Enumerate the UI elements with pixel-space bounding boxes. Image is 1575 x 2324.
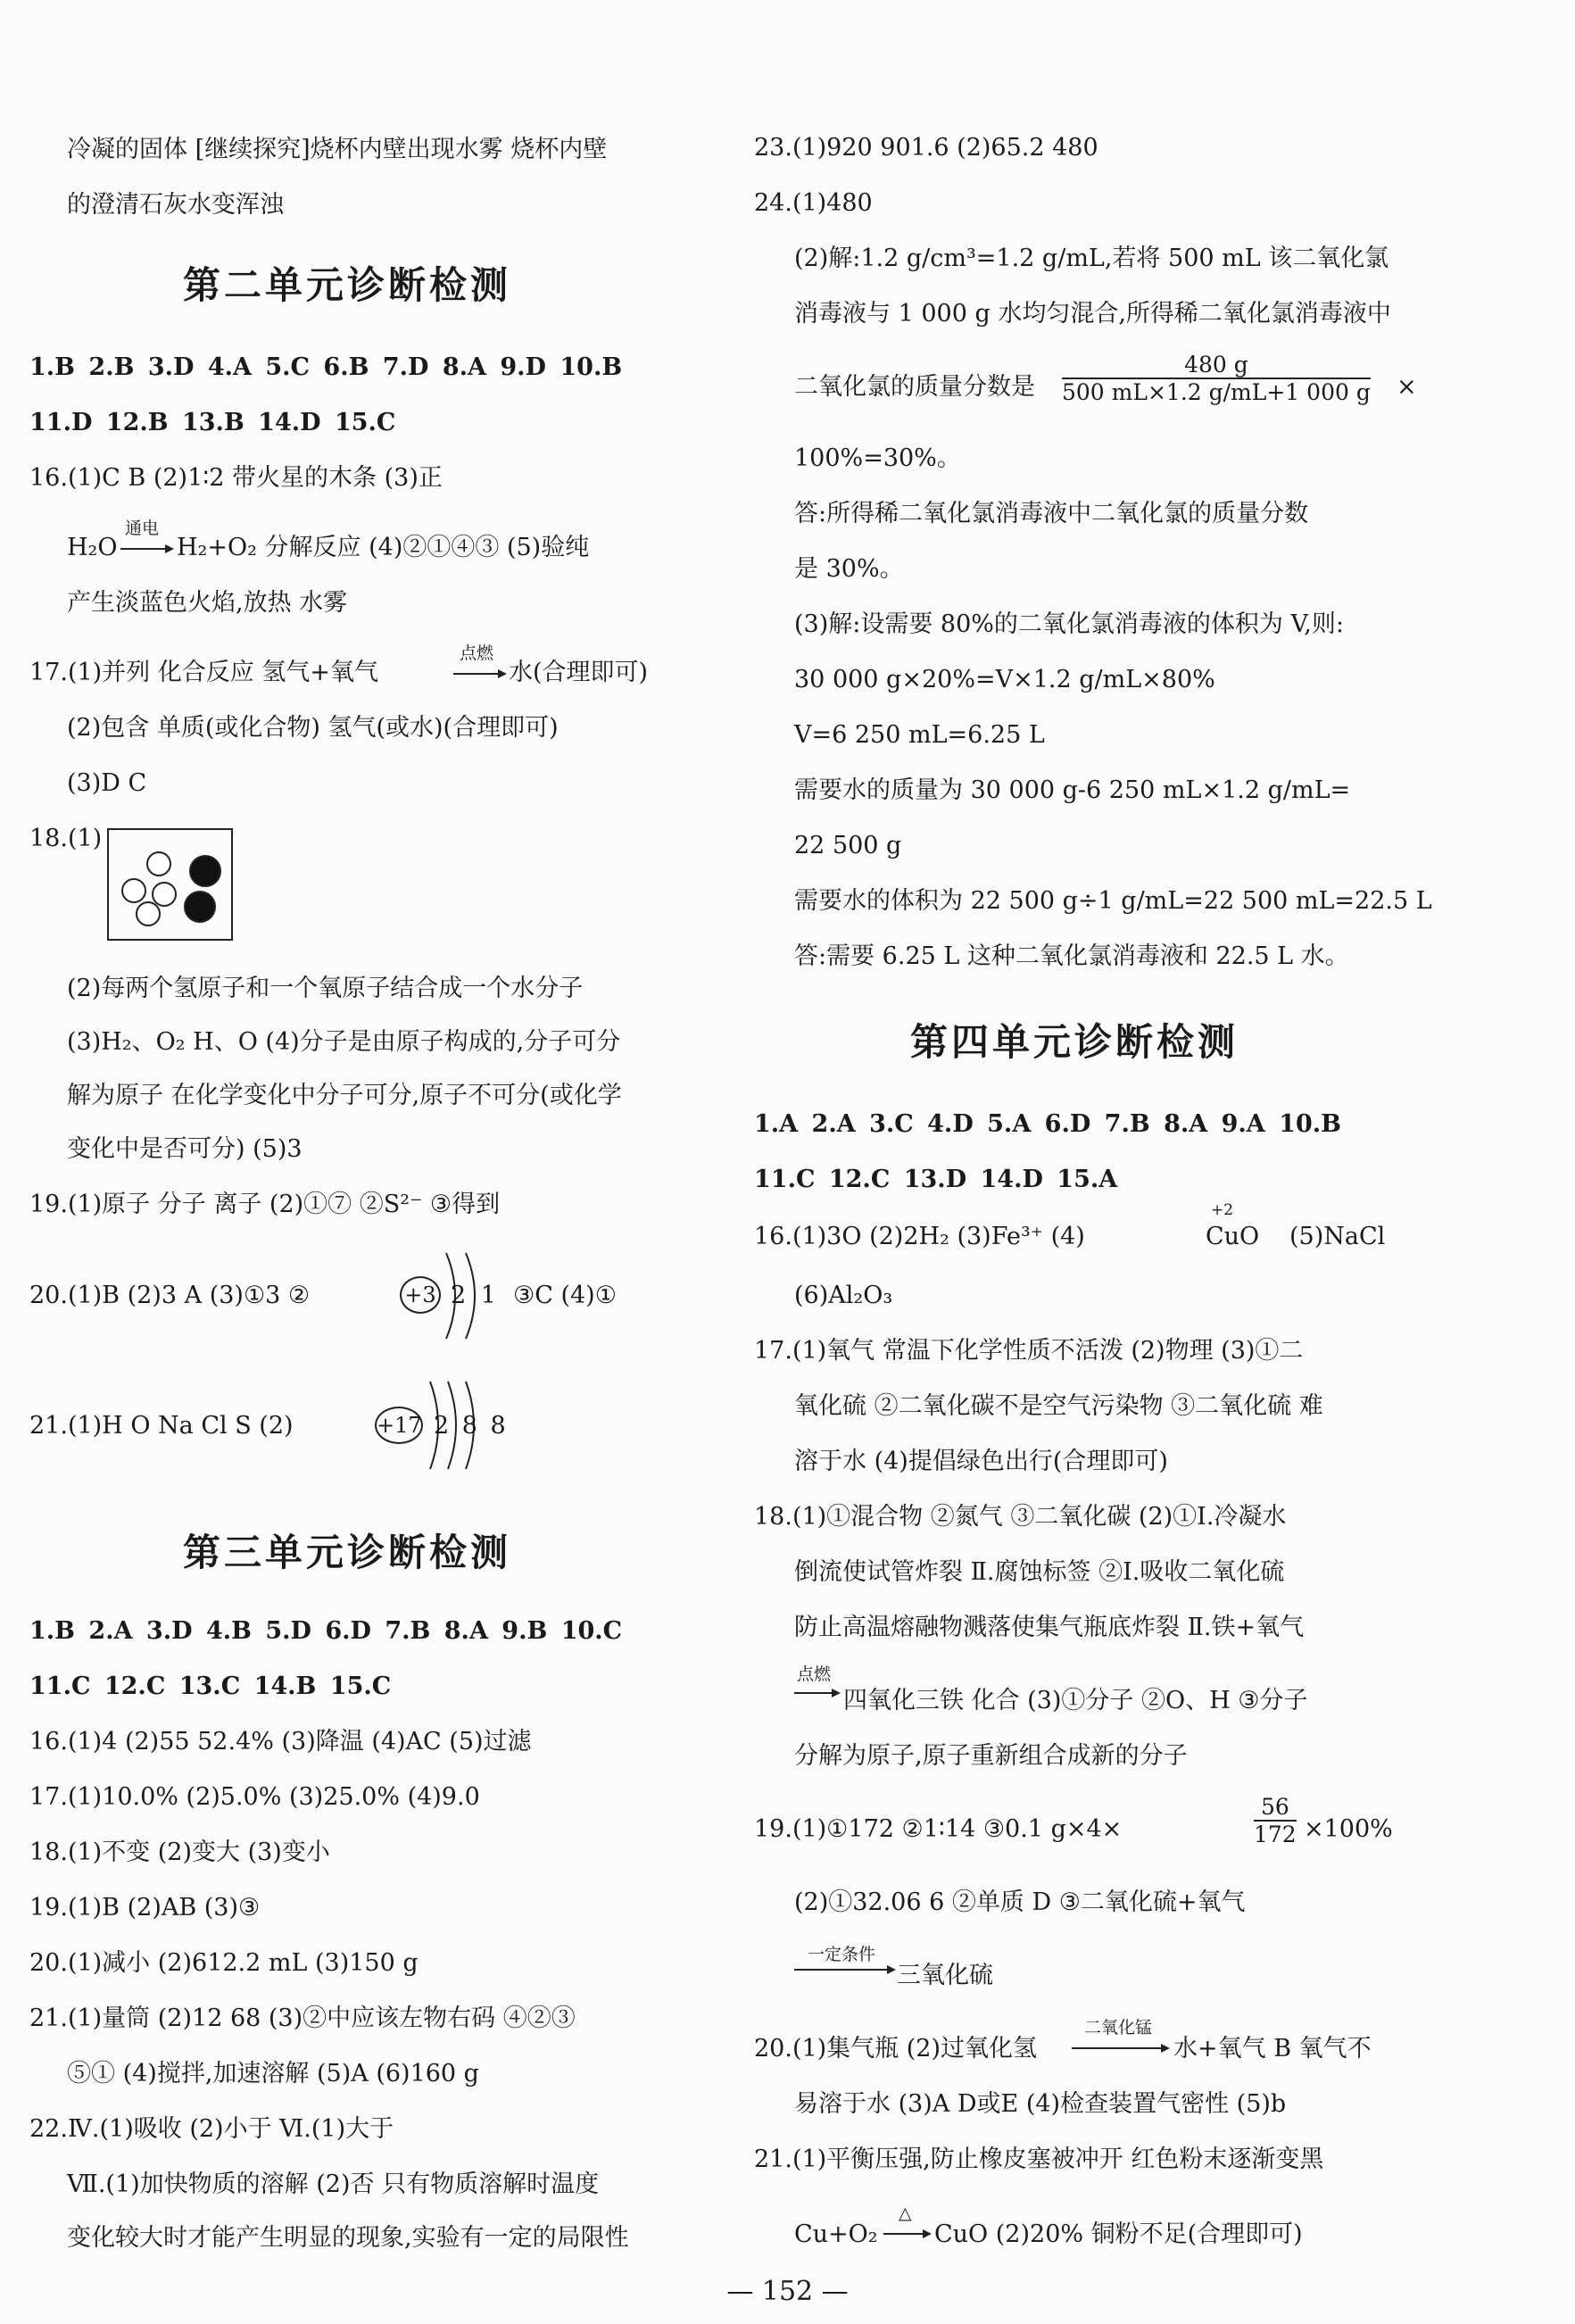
answer-line: (3)H₂、O₂ H、O (4)分子是由原子构成的,分子可分 xyxy=(67,1028,621,1056)
answer-line: 100%=30%。 xyxy=(794,444,961,472)
reaction-arrow xyxy=(883,2233,930,2235)
atom-circle xyxy=(121,878,146,903)
answer-line: 19.(1)①172 ②1∶14 ③0.1 g×4× xyxy=(754,1815,1123,1843)
condition-label: 通电 xyxy=(125,519,160,538)
answer-line: 11.C 12.C 13.D 14.D 15.A xyxy=(754,1166,1118,1193)
section-title-unit4: 第四单元诊断检测 xyxy=(910,1020,1239,1064)
answer-line: 产生淡蓝色火焰,放热 水雾 xyxy=(67,589,348,617)
answer-line: 18.(1)不变 (2)变大 (3)变小 xyxy=(29,1838,330,1866)
equation-left: H₂O xyxy=(67,534,118,561)
answer-line: CuO (2)20% 铜粉不足(合理即可) xyxy=(934,2220,1303,2248)
answer-line: ⑤① (4)搅拌,加速溶解 (5)A (6)160 g xyxy=(67,2060,479,2087)
text-line: 冷凝的固体 [继续探究]烧杯内壁出现水雾 烧杯内壁 xyxy=(67,136,608,163)
answer-line: 易溶于水 (3)A D或E (4)检查装置气密性 (5)b xyxy=(794,2090,1287,2118)
answer-line: 24.(1)480 xyxy=(754,189,873,217)
answer-line: 解为原子 在化学变化中分子可分,原子不可分(或化学 xyxy=(67,1082,622,1109)
reaction-arrow xyxy=(794,1692,839,1694)
answer-line: 18.(1) xyxy=(29,825,103,852)
answer-line: (6)Al₂O₃ xyxy=(794,1282,893,1309)
electron-counts: 2 8 8 xyxy=(434,1412,509,1440)
answer-line: Ⅶ.(1)加快物质的溶解 (2)否 只有物质溶解时温度 xyxy=(67,2170,600,2198)
answer-line: 18.(1)①混合物 ②氮气 ③二氧化碳 (2)①Ⅰ.冷凝水 xyxy=(754,1503,1287,1531)
fraction-numerator: 56 xyxy=(1254,1794,1297,1822)
atom-circle xyxy=(184,891,216,923)
answer-line: V=6 250 mL=6.25 L xyxy=(794,721,1045,749)
reaction-arrow xyxy=(453,673,505,675)
answer-line: ③C (4)① xyxy=(513,1282,617,1309)
answer-line: 20.(1)集气瓶 (2)过氧化氢 xyxy=(754,2035,1038,2063)
reaction-arrow xyxy=(1072,2047,1168,2049)
reaction-arrow xyxy=(794,1969,894,1971)
answer-line: 16.(1)4 (2)55 52.4% (3)降温 (4)AC (5)过滤 xyxy=(29,1728,532,1755)
condition-label: 一定条件 xyxy=(808,1945,876,1964)
answer-line: 20.(1)B (2)3 A (3)①3 ② xyxy=(29,1282,311,1309)
answer-line: 答:需要 6.25 L 这种二氧化氯消毒液和 22.5 L 水。 xyxy=(794,942,1349,970)
answer-line: (5)NaCl xyxy=(1289,1223,1386,1250)
condition-label: △ xyxy=(899,2204,912,2223)
answer-line: 11.C 12.C 13.C 14.B 15.C xyxy=(29,1672,392,1700)
condition-label: 二氧化锰 xyxy=(1084,2018,1153,2038)
answer-line: 16.(1)C B (2)1∶2 带火星的木条 (3)正 xyxy=(29,464,443,492)
answer-line: 30 000 g×20%=V×1.2 g/mL×80% xyxy=(794,666,1215,693)
answer-line: 21.(1)量筒 (2)12 68 (3)②中应该左物右码 ④②③ xyxy=(29,2004,576,2032)
answer-line: 防止高温熔融物溅落使集气瓶底炸裂 Ⅱ.铁+氧气 xyxy=(794,1614,1305,1641)
answer-line: (3)解:设需要 80%的二氧化氯消毒液的体积为 V,则: xyxy=(794,610,1344,638)
nucleus-circle: +3 xyxy=(400,1276,441,1314)
fraction-denominator: 500 mL×1.2 g/mL+1 000 g xyxy=(1062,379,1371,405)
fraction-numerator: 480 g xyxy=(1062,352,1371,379)
answer-line: 1.B 2.B 3.D 4.A 5.C 6.B 7.D 8.A 9.D 10.B xyxy=(29,353,623,381)
fraction-denominator: 172 xyxy=(1254,1822,1297,1847)
fraction xyxy=(1254,1794,1297,1847)
answer-line: 消毒液与 1 000 g 水均匀混合,所得稀二氧化氯消毒液中 xyxy=(794,300,1391,328)
reaction-arrow xyxy=(120,548,172,550)
condition-label: 点燃 xyxy=(460,643,494,663)
valence-label: +2 xyxy=(1211,1201,1234,1219)
answer-line: (2)包含 单质(或化合物) 氢气(或水)(合理即可) xyxy=(67,714,559,742)
equation-left: Cu+O₂ xyxy=(794,2220,878,2248)
answer-line: 氧化硫 ②二氧化碳不是空气污染物 ③二氧化硫 难 xyxy=(794,1392,1323,1420)
answer-line: ×100% xyxy=(1304,1815,1393,1843)
answer-line: 22 500 g xyxy=(794,832,902,859)
atom-circle xyxy=(136,901,161,926)
answer-line: 答:所得稀二氧化氯消毒液中二氧化氯的质量分数 xyxy=(794,500,1309,527)
molecule-diagram xyxy=(107,828,233,941)
answer-line: 23.(1)920 901.6 (2)65.2 480 xyxy=(754,134,1098,162)
electron-counts: 2 1 xyxy=(451,1282,500,1309)
answer-line: 17.(1)氧气 常温下化学性质不活泼 (2)物理 (3)①二 xyxy=(754,1337,1304,1365)
answer-line: 21.(1)平衡压强,防止橡皮塞被冲开 红色粉末逐渐变黑 xyxy=(754,2146,1324,2173)
answer-line: 需要水的体积为 22 500 g÷1 g/mL=22 500 mL=22.5 L xyxy=(794,887,1432,915)
answer-line: 19.(1)原子 分子 离子 (2)①⑦ ②S²⁻ ③得到 xyxy=(29,1191,501,1218)
atom-circle xyxy=(189,855,221,887)
answer-line: 19.(1)B (2)AB (3)③ xyxy=(29,1894,261,1921)
answer-line: × xyxy=(1397,373,1417,401)
answer-line: 21.(1)H O Na Cl S (2) xyxy=(29,1412,294,1440)
answer-line: 溶于水 (4)提倡绿色出行(合理即可) xyxy=(794,1448,1168,1475)
answer-line: 四氧化三铁 化合 (3)①分子 ②O、H ③分子 xyxy=(843,1687,1308,1714)
answer-line: 20.(1)减小 (2)612.2 mL (3)150 g xyxy=(29,1949,419,1977)
answer-line: (2)解:1.2 g/cm³=1.2 g/mL,若将 500 mL 该二氧化氯 xyxy=(794,245,1389,272)
answer-line: 16.(1)3O (2)2H₂ (3)Fe³⁺ (4) xyxy=(754,1223,1085,1250)
answer-line: 17.(1)10.0% (2)5.0% (3)25.0% (4)9.0 xyxy=(29,1783,480,1811)
atom-circle xyxy=(146,851,171,876)
answer-line: 1.A 2.A 3.C 4.D 5.A 6.D 7.B 8.A 9.A 10.B xyxy=(754,1110,1341,1138)
answer-line: 变化中是否可分) (5)3 xyxy=(67,1135,303,1163)
equation-right: 水(合理即可) xyxy=(509,659,649,686)
condition-label: 点燃 xyxy=(797,1664,832,1684)
nucleus-circle: +17 xyxy=(375,1407,423,1444)
answer-line: (2)①32.06 6 ②单质 D ③二氧化硫+氧气 xyxy=(794,1888,1246,1916)
section-title-unit3: 第三单元诊断检测 xyxy=(183,1531,512,1574)
section-title-unit2: 第二单元诊断检测 xyxy=(183,263,512,307)
page-number: — 152 — xyxy=(726,2276,849,2307)
answer-line: (3)D C xyxy=(67,769,147,797)
answer-line: (2)每两个氢原子和一个氧原子结合成一个水分子 xyxy=(67,975,584,1002)
answer-line: 水+氧气 B 氧气不 xyxy=(1173,2035,1372,2063)
answer-line: 22.Ⅳ.(1)吸收 (2)小于 Ⅵ.(1)大于 xyxy=(29,2115,394,2143)
text-line: 的澄清石灰水变浑浊 xyxy=(67,191,284,219)
answer-line: 变化较大时才能产生明显的现象,实验有一定的局限性 xyxy=(67,2224,629,2252)
answer-line: 17.(1)并列 化合反应 氢气+氧气 xyxy=(29,659,378,686)
answer-line: 11.D 12.B 13.B 14.D 15.C xyxy=(29,409,396,436)
formula: CuO xyxy=(1206,1223,1260,1250)
answer-line: 倒流使试管炸裂 Ⅱ.腐蚀标签 ②Ⅰ.吸收二氧化硫 xyxy=(794,1558,1285,1586)
answer-line: 1.B 2.A 3.D 4.B 5.D 6.D 7.B 8.A 9.B 10.C xyxy=(29,1617,623,1645)
answer-line: 是 30%。 xyxy=(794,555,904,583)
equation-right: H₂+O₂ 分解反应 (4)②①④③ (5)验纯 xyxy=(177,534,590,561)
fraction xyxy=(1062,352,1371,405)
answer-line: 分解为原子,原子重新组合成新的分子 xyxy=(794,1742,1188,1770)
answer-line: 需要水的质量为 30 000 g-6 250 mL×1.2 g/mL= xyxy=(794,776,1351,804)
answer-line: 三氧化硫 xyxy=(897,1962,993,1989)
answer-line: 二氧化氯的质量分数是 xyxy=(794,373,1035,401)
